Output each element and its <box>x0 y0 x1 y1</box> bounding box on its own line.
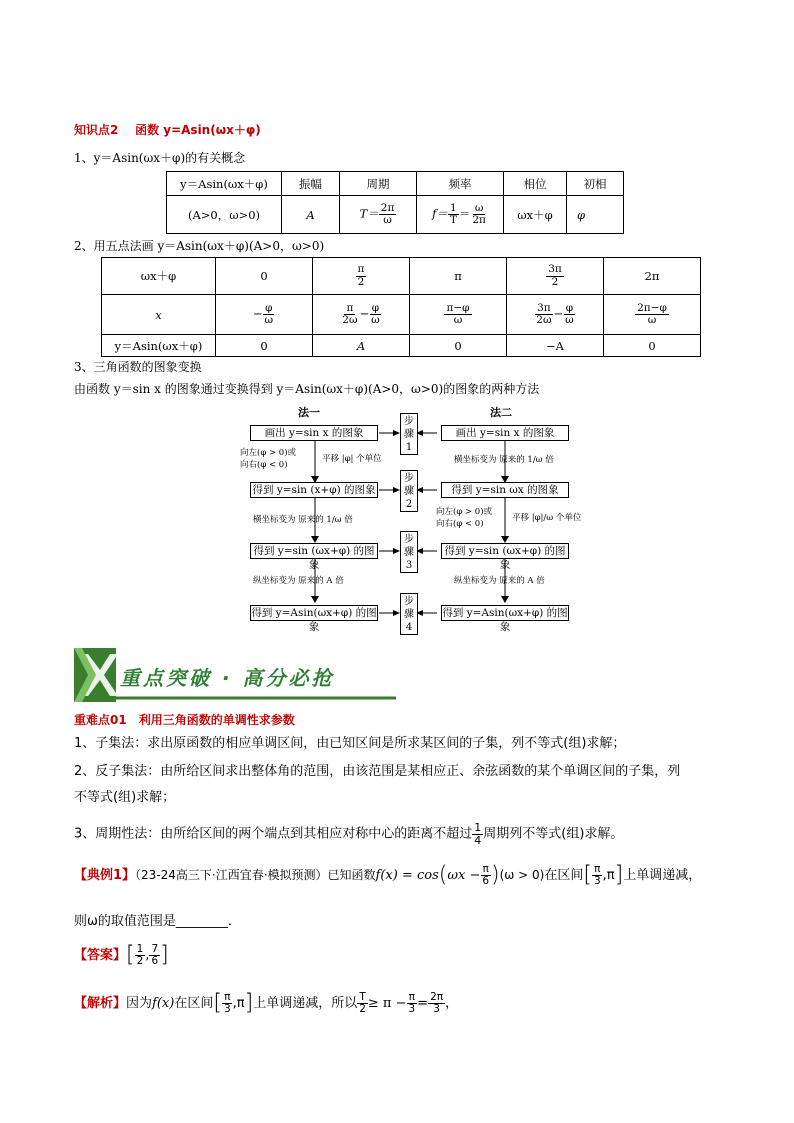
paren-close: ) <box>491 862 500 888</box>
example-label: 【典例1】 <box>74 868 136 884</box>
fp-A: A <box>356 338 366 353</box>
fp-cell <box>216 295 313 335</box>
answer-label: 【答案】 <box>74 948 127 964</box>
concept-frequency <box>417 196 504 234</box>
fp-row1-label: ωx＋φ <box>102 258 216 295</box>
fp-den: ω <box>565 314 574 326</box>
left-note-3: 纵坐标变为 原来的 A 倍 <box>253 576 344 586</box>
an-eq: = <box>417 996 429 1012</box>
analysis-line <box>74 992 458 1015</box>
fp-den: ω <box>371 314 380 326</box>
fp-num: π <box>346 301 354 314</box>
an-T: T <box>359 991 366 1003</box>
example-source: （23-24高三下·江西宜春·模拟预测）已知函数 <box>135 868 376 883</box>
example-mid: 在区间 <box>544 868 584 884</box>
step-4: 步骤4 <box>400 593 418 635</box>
fp-cell <box>410 295 507 335</box>
method1-label: 法一 <box>298 406 320 419</box>
an-bracket-close: ] <box>244 990 254 1016</box>
analysis-c: 上单调递减，所以 <box>253 996 358 1012</box>
fp-cell: 2π <box>604 258 701 295</box>
fp-num: 2π−φ <box>637 301 667 314</box>
step-3: 步骤3 <box>400 531 418 573</box>
focus-p3-num: 1 <box>474 821 482 834</box>
period-lhs: T＝ <box>359 206 379 221</box>
freq-den1: T <box>449 214 457 226</box>
left-box-4: 得到 y=Asin(ωx+φ) 的图象 <box>251 607 377 633</box>
period-num: 2π <box>380 201 395 214</box>
init-phase-value: φ <box>577 207 586 222</box>
step-2: 步骤2 <box>400 470 418 512</box>
fp-den: 2 <box>551 275 559 288</box>
analysis-label: 【解析】 <box>74 996 127 1012</box>
freq-lhs: f＝ <box>432 206 448 221</box>
right-box-1: 画出 y=sin x 的图象 <box>441 425 569 441</box>
right-box-3: 得到 y=sin (ωx+φ) 的图象 <box>441 543 569 559</box>
fp-num: φ <box>371 301 380 314</box>
concept-header: 振幅 <box>282 172 340 196</box>
focus-p3-den: 4 <box>474 833 482 847</box>
arrow-head <box>393 487 400 493</box>
step-1: 步骤1 <box>400 413 418 455</box>
an-two: 2 <box>359 1003 366 1016</box>
concept-period <box>340 196 417 234</box>
right-note-2a: 向左(φ > 0)或 <box>436 507 493 517</box>
fp-x: x <box>155 307 162 322</box>
example-int-end: ,π <box>602 868 615 884</box>
freq-eq: ＝ <box>458 206 471 221</box>
fp-den: 2ω <box>342 314 358 326</box>
ans-num1: 1 <box>136 943 144 955</box>
concept-header: 频率 <box>417 172 504 196</box>
concept-header: 初相 <box>567 172 624 196</box>
arrow-head <box>501 596 509 603</box>
concept-header: 相位 <box>504 172 567 196</box>
fp-cell: π <box>410 258 507 295</box>
fp-num: π <box>357 263 365 276</box>
item3-sub: 由函数 y＝sin x 的图象通过变换得到 y＝Asin(ωx＋φ)(A>0，ω>0)的图象的两种方法 <box>74 382 540 396</box>
item2-text: 2、用五点法画 y＝Asin(ωx＋φ)(A>0，ω>0) <box>74 239 325 253</box>
an-int-den: 3 <box>223 1003 231 1016</box>
focus-p2b: 不等式(组)求解； <box>74 790 176 805</box>
example-pi: π <box>482 863 489 875</box>
ans-num2: 7 <box>151 943 159 955</box>
example-func: f(x) = cos <box>375 868 439 884</box>
freq-den2: 2π <box>472 214 486 226</box>
concept-table <box>166 171 624 234</box>
left-note-1a: 向左(φ > 0)或 <box>240 448 297 458</box>
fp-cell <box>507 295 604 335</box>
right-note-2b: 向右(φ < 0) <box>436 519 484 529</box>
arrow-head <box>393 610 400 616</box>
section-banner <box>74 648 404 702</box>
an-comma: ， <box>445 996 459 1012</box>
fp-den: 2 <box>357 275 365 288</box>
fp-cell: 0 <box>216 335 313 357</box>
an-two-pi: 2π <box>430 991 444 1003</box>
ans-bracket-close: ] <box>160 942 169 968</box>
kp-title-text: 函数 y=Asin(ωx＋φ) <box>135 123 261 137</box>
example-int-num: π <box>594 863 601 875</box>
bracket-open: [ <box>583 862 592 888</box>
amp-value: A <box>306 207 315 222</box>
left-note-2: 横坐标变为 原来的 1/ω 倍 <box>253 515 353 525</box>
right-box-4: 得到 y=Asin(ωx+φ) 的图象 <box>442 607 568 633</box>
analysis-a: 因为 <box>126 996 153 1012</box>
arrow-head <box>311 596 319 603</box>
concept-header: 周期 <box>340 172 417 196</box>
fp-minus: − <box>359 306 370 321</box>
fp-row2-label <box>102 295 216 335</box>
focus-p3 <box>74 822 623 846</box>
fp-cell: 0 <box>604 335 701 357</box>
fp-minus: − <box>252 306 263 321</box>
right-note-1: 横坐标变为 原来的 1/ω 倍 <box>454 455 554 465</box>
an-three: 3 <box>408 1003 416 1016</box>
fp-cell <box>313 295 410 335</box>
example-line2: 则ω的取值范围是________． <box>74 914 241 929</box>
fp-cell <box>604 295 701 335</box>
fp-cell <box>507 258 604 295</box>
left-box-3: 得到 y=sin (ωx+φ) 的图象 <box>250 543 378 559</box>
paren-open: ( <box>438 862 448 888</box>
fp-cell: 0 <box>216 258 313 295</box>
method2-label: 法二 <box>490 406 512 419</box>
example-inner: ωx − <box>447 868 481 884</box>
left-note-1b: 向右(φ < 0) <box>240 460 288 470</box>
an-bracket-open: [ <box>213 990 222 1016</box>
freq-num1: 1 <box>449 201 457 214</box>
fp-cell: 0 <box>410 335 507 357</box>
fp-num: 3π <box>548 263 562 276</box>
freq-num2: ω <box>474 201 484 214</box>
kp-label: 知识点2 <box>74 123 119 137</box>
an-pi: π <box>408 991 415 1003</box>
fp-row3-label: y＝Asin(ωx＋φ) <box>102 335 216 357</box>
five-point-table <box>101 257 701 357</box>
knowledge-point-title <box>74 121 261 138</box>
fp-den: ω <box>264 314 274 326</box>
answer-line <box>74 944 169 967</box>
focus-p3b: 周期列不等式(组)求解。 <box>483 826 624 842</box>
example-int-den: 3 <box>593 875 601 888</box>
fp-minus: − <box>553 306 564 321</box>
concept-header: y＝Asin(ωx＋φ) <box>167 172 282 196</box>
fp-num: φ <box>265 301 273 314</box>
arrow-head <box>311 536 319 543</box>
fp-num: π−φ <box>446 301 470 314</box>
focus-title: 重难点01 利用三角函数的单调性求参数 <box>74 713 295 727</box>
right-note-2c: 平移 |φ|/ω 个单位 <box>512 513 582 523</box>
period-den: ω <box>383 214 392 226</box>
item1-text: 1、y＝Asin(ωx＋φ)的有关概念 <box>74 151 246 165</box>
arrow-head <box>393 548 400 554</box>
ans-sep: , <box>145 948 150 964</box>
concept-cond: (A>0，ω>0) <box>167 196 282 234</box>
left-box-1: 画出 y=sin x 的图象 <box>250 425 378 441</box>
an-int-end: ,π <box>232 996 245 1012</box>
right-note-3: 纵坐标变为 原来的 A 倍 <box>454 576 545 586</box>
arrow-head <box>393 430 400 436</box>
an-three-b: 3 <box>433 1003 440 1016</box>
ans-den1: 2 <box>136 955 144 968</box>
fp-cell: −A <box>507 335 604 357</box>
example-line1 <box>74 864 701 887</box>
fp-den: ω <box>647 314 657 326</box>
bracket-close: ] <box>614 862 624 888</box>
an-int-num: π <box>224 991 231 1003</box>
example-cond: (ω > 0) <box>499 868 545 883</box>
focus-p1: 1、子集法：求出原函数的相应单调区间，由已知区间是所求某区间的子集，列不等式(组)求解； <box>74 736 626 751</box>
ans-bracket-open: [ <box>126 942 135 968</box>
fp-cell <box>313 258 410 295</box>
concept-amplitude <box>282 196 340 234</box>
example-tail: 上单调递减， <box>623 868 702 884</box>
concept-init-phase <box>567 196 624 234</box>
fp-den: 2ω <box>536 314 552 326</box>
an-ge: ≥ π − <box>367 996 407 1012</box>
banner-title: 重点突破 · 高分必抢 <box>120 666 335 690</box>
example-six: 6 <box>482 875 490 888</box>
focus-p2a: 2、反子集法：由所给区间求出整体角的范围，由该范围是某相应正、余弦函数的某个单调区间的子集，列 <box>74 764 681 779</box>
fp-num: φ <box>565 301 574 314</box>
left-note-1c: 平移 |φ| 个单位 <box>322 454 382 464</box>
ans-den2: 6 <box>151 955 159 968</box>
item3-text: 3、三角函数的图象变换 <box>74 360 202 374</box>
fp-num: 3π <box>537 301 551 314</box>
focus-p3a: 3、周期性法：由所给区间的两个端点到其相应对称中心的距离不超过 <box>74 826 473 842</box>
fp-cell <box>313 335 410 357</box>
concept-phase: ωx＋φ <box>504 196 567 234</box>
analysis-fx: f(x) <box>152 996 175 1012</box>
arrow-head <box>501 536 509 543</box>
analysis-b: 在区间 <box>174 996 214 1012</box>
right-box-2: 得到 y=sin ωx 的图象 <box>441 482 569 498</box>
fp-den: ω <box>453 314 463 326</box>
left-box-2: 得到 y=sin (x+φ) 的图象 <box>250 482 378 498</box>
